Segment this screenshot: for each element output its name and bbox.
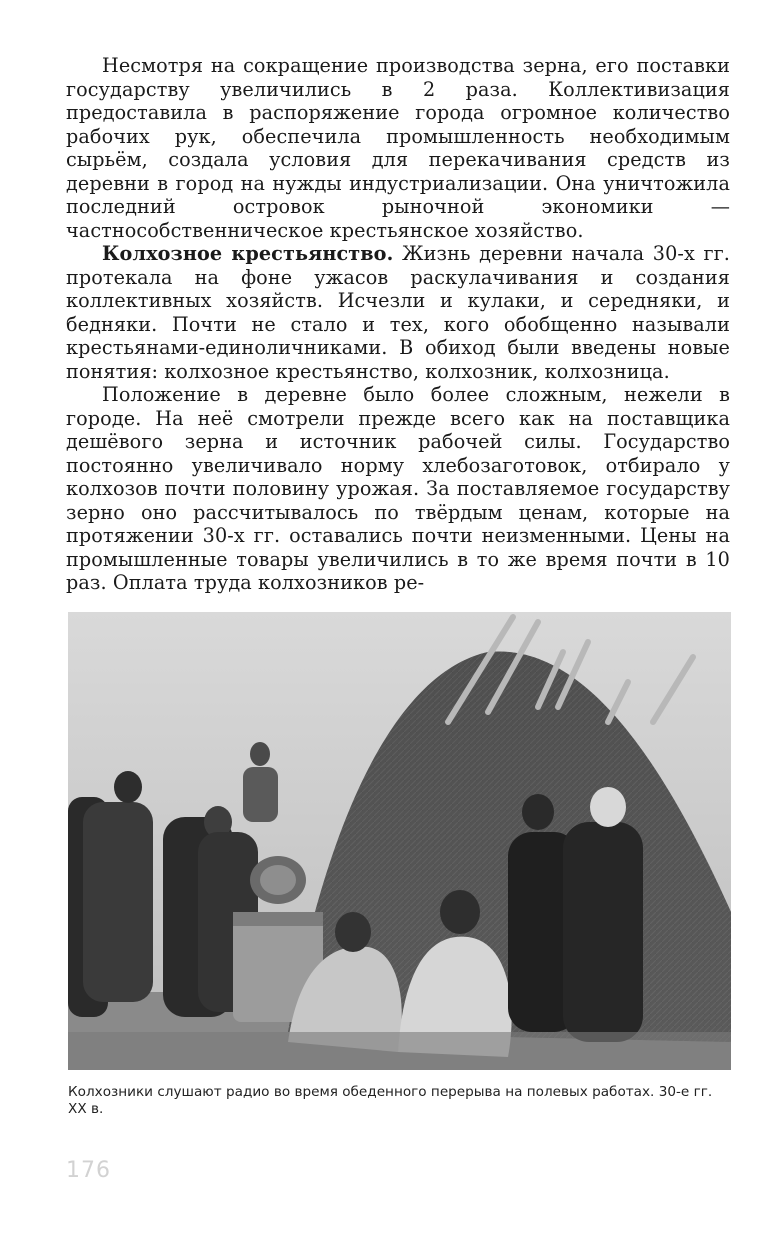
paragraph-village-situation: Положение в деревне было более сложным, нежели в городе. На неё смотрели прежде всего как на поставщика дешёвого зерна и источник рабочей силы. Государство постоянно увеличивало норму хлебозаготовок, отбирало у колхозов почти половину урожая. За поставляемое государству зерно оно рассчитывалось по твёрдым ценам, которые на протяжении 30-х гг. оставались почти неизменными. Цены на промышленные товары увеличились в то же время почти в 10 раз. Оплата труда колхозников ре- bbox=[66, 383, 730, 594]
section-heading: Колхозное крестьянство. bbox=[102, 242, 394, 265]
paragraph-kolkhoz-peasantry-body: Жизнь деревни начала 30-х гг. протекала на фоне ужасов раскулачивания и создания коллективных хозяйств. Исчезли и кулаки, и середняки, и бедняки. Почти не стало и тех, кого обобщенно называли крестьянами-единоличниками. В обиход были введены новые понятия: колхозное крестьянство, колхозник, колхозница. bbox=[66, 242, 730, 383]
paragraph-kolkhoz-peasantry bbox=[66, 242, 730, 383]
body-text bbox=[66, 54, 730, 595]
photo-caption: Колхозники слушают радио во время обеденного перерыва на полевых работах. 30-е гг. XX в. bbox=[68, 1084, 713, 1117]
historical-photo bbox=[68, 612, 731, 1070]
photo-illustration bbox=[68, 612, 731, 1070]
paragraph-grain-supplies: Несмотря на сокращение производства зерна, его поставки государству увеличились в 2 раза. Коллективизация предоставила в распоряжение города огромное количество рабочих рук, обеспечила промышленность необходимым сырьём, создала условия для перекачивания средств из деревни в город на нужды индустриализации. Она уничтожила последний островок рыночной экономики — частнособственническое крестьянское хозяйство. bbox=[66, 54, 730, 242]
page-number: 176 bbox=[66, 1158, 111, 1183]
